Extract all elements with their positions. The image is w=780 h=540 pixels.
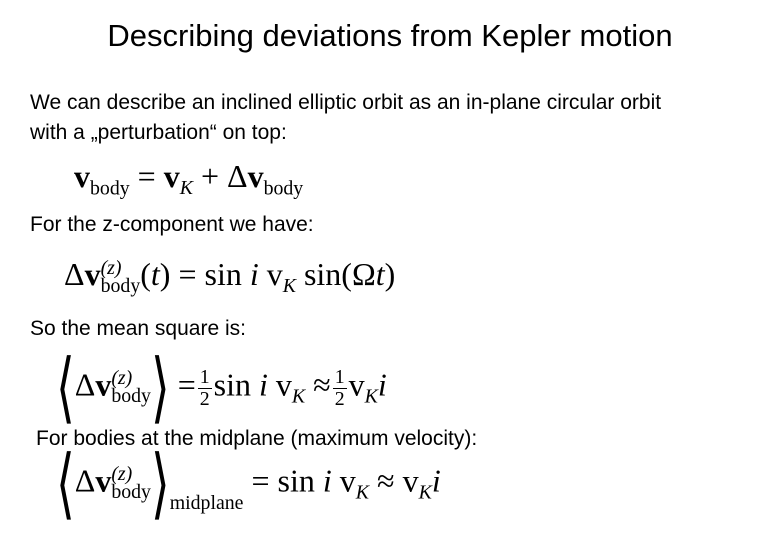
- intro-line-1: We can describe an inclined elliptic orbit as an in-plane circular orbit: [30, 91, 662, 114]
- z-component-text: For the z-component we have:: [30, 213, 314, 236]
- intro-line-2: with a „perturbation“ on top:: [30, 121, 287, 144]
- equation-velocity-decomposition: $v_{body} = v_K + \Delta v_{body}$: [74, 158, 304, 200]
- equation-z-component: Δv (z) body (t) = sin i $v_K$ sin(Ωt): [64, 256, 396, 297]
- equation-mean-square: ⟨Δv (z) body ⟩ = $\frac{1}{2}$ sin i $v_K$ ≈ $\frac{1}{2}$ $v_Ki$: [56, 346, 387, 432]
- mean-square-text: So the mean square is:: [30, 317, 246, 340]
- slide-title: Describing deviations from Kepler motion: [107, 18, 673, 53]
- equation-midplane: ⟨Δv (z) body $⟩_{midplane} = \sin i$ $v_K \approx v_Ki$: [56, 442, 441, 528]
- intro-paragraph: [30, 88, 661, 148]
- midplane-text: For bodies at the midplane (maximum velocity):: [36, 427, 478, 450]
